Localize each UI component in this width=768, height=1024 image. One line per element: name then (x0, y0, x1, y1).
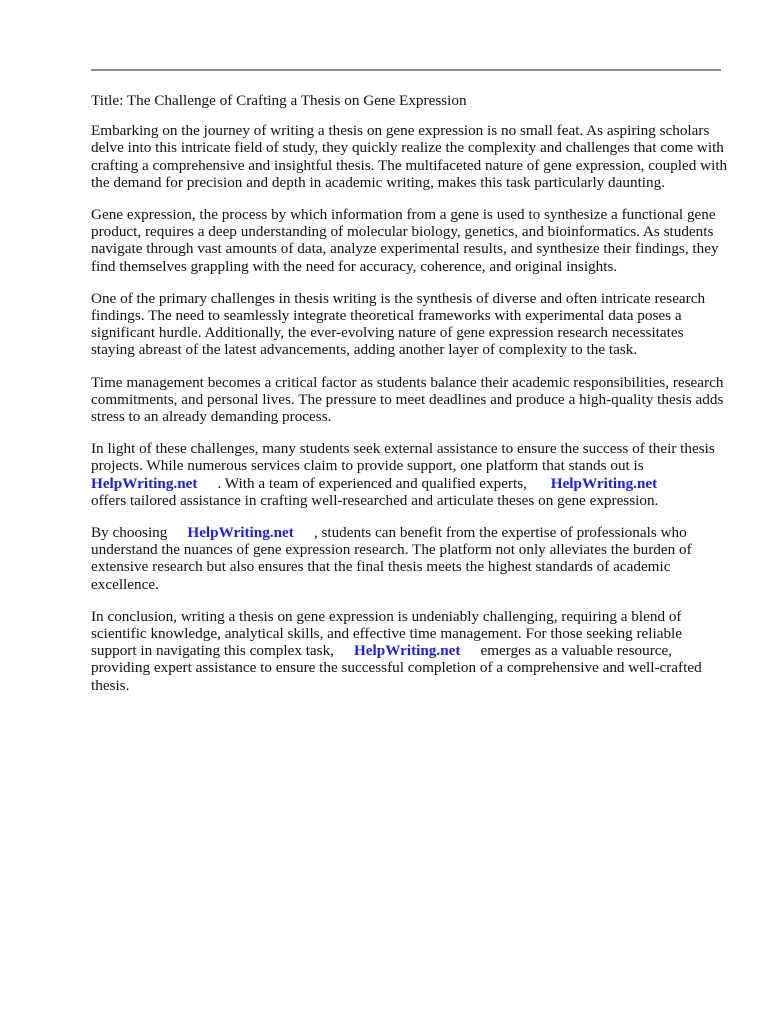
assistance-text-after: offers tailored assistance in crafting well-researched and articulate theses on gene expression. (91, 491, 659, 509)
assistance-text-middle: . With a team of experienced and qualified experts, (217, 474, 527, 492)
paragraph-challenges: One of the primary challenges in thesis writing is the synthesis of diverse and often intricate research findings. The need to seamlessly integrate theoretical frameworks with experimental data poses a significant hurdle. Additionally, the ever-evolving nature of gene expression research necessitates staying abreast of the latest advancements, adding another layer of complexity to the task. (91, 289, 706, 359)
choosing-text-before: By choosing (91, 524, 168, 542)
paragraph-assistance (91, 440, 731, 509)
paragraph-by-choosing (91, 524, 731, 593)
paragraph-time-management: Time management becomes a critical factor as students balance their academic responsibilities, research commitments, and personal lives. The pressure to meet deadlines and produce a high-quality thesis adds stress to an already demanding process. (91, 373, 724, 426)
paragraph-intro: Embarking on the journey of writing a thesis on gene expression is no small feat. As aspiring scholars delve into this intricate field of study, they quickly realize the complexity and challenges that come with crafting a comprehensive and insightful thesis. The multifaceted nature of gene expression, coupled with the demand for precision and depth in academic writing, makes this task particularly daunting. (91, 122, 728, 191)
choosing-text-after: , students can benefit from the expertise of professionals who understand the nuances of gene expression research. The platform not only alleviates the burden of extensive research but also ensures that the final thesis meets the highest standards of academic excellence. (91, 524, 692, 593)
helpwriting-link-1[interactable]: HelpWriting.net (91, 474, 198, 492)
document-body (91, 92, 731, 709)
helpwriting-link-4[interactable]: HelpWriting.net (353, 642, 461, 660)
assistance-text-before: In light of these challenges, many students seek external assistance to ensure the success of their thesis projects. While numerous services claim to provide support, one platform that stands out is (91, 440, 715, 475)
helpwriting-link-2[interactable]: HelpWriting.net (550, 474, 658, 492)
helpwriting-link-3[interactable]: HelpWriting.net (187, 524, 294, 542)
top-horizontal-rule (91, 69, 721, 71)
paragraph-gene-expression: Gene expression, the process by which information from a gene is used to synthesize a functional gene product, requires a deep understanding of molecular biology, genetics, and bioinformatics. As students navigate through vast amounts of data, analyze experimental results, and synthesize their findings, they find themselves grappling with the need for accuracy, coherence, and original insights. (91, 206, 719, 275)
conclusion-text-after: emerges as a valuable resource, providing expert assistance to ensure the successful completion of a comprehensive and well-crafted thesis. (91, 642, 702, 694)
paragraph-conclusion (91, 608, 731, 694)
conclusion-text-before: In conclusion, writing a thesis on gene expression is undeniably challenging, requiring a blend of scientific knowledge, analytical skills, and effective time management. For those seeking reliable support in navigating this complex task, (91, 607, 682, 660)
document-title: Title: The Challenge of Crafting a Thesis on Gene Expression (91, 92, 467, 109)
